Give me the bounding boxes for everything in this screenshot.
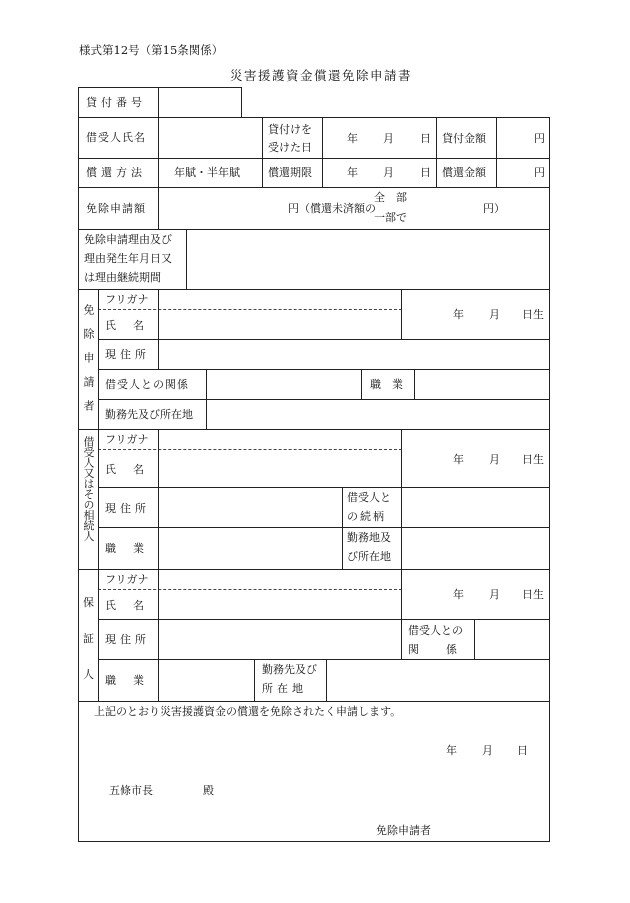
applicant-name-field[interactable]: [160, 311, 400, 338]
applicant-birth-year: 年: [453, 308, 464, 321]
repaid-amount-label: 償還金額: [442, 166, 486, 179]
heir-group-label: 借受人又はその相続人: [82, 436, 95, 541]
applicant-furigana-label: フリガナ: [105, 293, 149, 306]
repayment-deadline-label: 償還期限: [268, 166, 312, 179]
exemption-amount-label: 免除申請額: [86, 202, 146, 215]
footer-date-year: 年: [446, 744, 457, 757]
heir-occupation-label: 職 業: [105, 542, 147, 555]
applicant-relation-label: 借受人との関係: [105, 378, 189, 391]
borrower-name-field[interactable]: [160, 119, 260, 157]
applicant-workplace-label: 勤務先及び所在地: [105, 408, 193, 421]
guarantor-birth-month: 月: [489, 588, 500, 601]
addressee-honorific: 殿: [203, 784, 214, 797]
guarantor-group-label-2: 証: [83, 632, 94, 645]
heir-birth-month: 月: [489, 453, 500, 466]
lent-year: 年: [347, 132, 358, 145]
loan-number-label: 貸付番号: [86, 96, 146, 109]
loan-number-field[interactable]: [160, 89, 240, 116]
guarantor-birth-year: 年: [453, 588, 464, 601]
option-part[interactable]: 一部で: [374, 211, 407, 224]
repayment-method-label: 償還方法: [86, 166, 146, 179]
application-statement: 上記のとおり災害援護資金の償還を免除されたく申請します。: [94, 705, 402, 718]
heir-birth-year: 年: [453, 453, 464, 466]
guarantor-workplace-label-2: 所在地: [262, 682, 307, 695]
loan-amount-label: 貸付金額: [442, 132, 486, 145]
reason-label-3: は理由継続期間: [84, 271, 161, 284]
deadline-day: 日: [420, 166, 431, 179]
applicant-group-label: 免除申請者: [82, 304, 95, 424]
repaid-amount-yen: 円: [534, 166, 545, 179]
guarantor-occupation-label: 職 業: [105, 674, 147, 687]
applicant-birth-day: 日生: [522, 308, 544, 321]
lent-date-label-1: 貸付けを: [268, 123, 312, 136]
unpaid-prefix: 円（償還未済額の: [288, 202, 376, 215]
footer-date-day: 日: [517, 744, 528, 757]
guarantor-name-label: 氏 名: [105, 599, 147, 612]
form-title: 災害援護資金償還免除申請書: [230, 68, 413, 83]
heir-workplace-label-2: び所在地: [347, 550, 391, 563]
applicant-address-label: 現住所: [105, 348, 150, 361]
heir-workplace-label-1: 勤務地及: [347, 531, 391, 544]
lent-day: 日: [420, 132, 431, 145]
guarantor-relation-label-2: 関 係: [408, 643, 465, 656]
guarantor-furigana-label: フリガナ: [105, 573, 149, 586]
guarantor-group-label-1: 保: [83, 596, 94, 609]
heir-address-label: 現住所: [105, 502, 150, 515]
loan-amount-yen: 円: [534, 132, 545, 145]
guarantor-relation-label-1: 借受人との: [408, 624, 463, 637]
reason-label-2: 理由発生年月日又: [84, 252, 172, 265]
applicant-occupation-label: 職 業: [370, 378, 403, 391]
guarantor-address-label: 現住所: [105, 633, 150, 646]
reason-field[interactable]: [188, 231, 548, 288]
applicant-address-field[interactable]: [160, 341, 548, 368]
option-all[interactable]: 全 部: [374, 191, 407, 204]
heir-furigana-label: フリガナ: [105, 433, 149, 446]
reason-label-1: 免除申請理由及び: [84, 233, 172, 246]
guarantor-birth-day: 日生: [522, 588, 544, 601]
applicant-name-label: 氏 名: [105, 319, 147, 332]
form-number: 様式第12号（第15条関係）: [79, 43, 224, 57]
repayment-method-value: 年賦・半年賦: [174, 166, 240, 179]
heir-birth-day: 日生: [522, 453, 544, 466]
deadline-year: 年: [347, 166, 358, 179]
lent-date-label-2: 受けた日: [268, 141, 312, 154]
heir-name-label: 氏 名: [105, 463, 147, 476]
guarantor-workplace-label-1: 勤務先及び: [262, 663, 317, 676]
heir-relation-label-2: の続柄: [347, 510, 386, 523]
deadline-month: 月: [383, 166, 394, 179]
lent-month: 月: [383, 132, 394, 145]
applicant-birth-month: 月: [489, 308, 500, 321]
unpaid-yen-close: 円）: [483, 202, 505, 215]
footer-applicant-label: 免除申請者: [376, 824, 431, 837]
heir-relation-label-1: 借受人と: [347, 491, 391, 504]
addressee: 五條市長: [109, 784, 153, 797]
footer-date-month: 月: [482, 744, 493, 757]
borrower-name-label: 借受人氏名: [86, 131, 146, 144]
guarantor-group-label-3: 人: [83, 668, 94, 681]
